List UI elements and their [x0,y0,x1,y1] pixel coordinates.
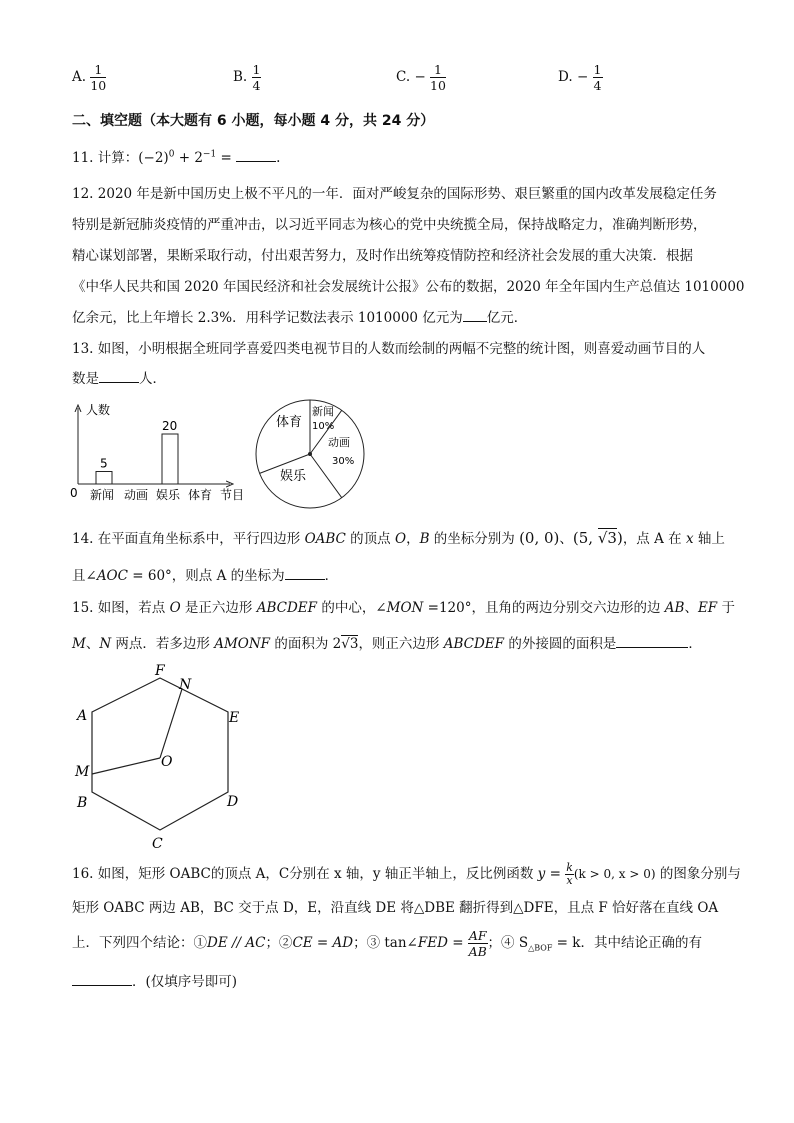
label-e: E [229,710,240,726]
denominator: x [566,874,573,887]
q14-text: = 60°，则点 A 的坐标为 [127,568,285,584]
answer-blank [463,321,487,322]
q16-line3 [72,926,702,966]
q15-point: N [99,636,112,652]
q11-eq: = [216,150,237,166]
answer-blank [72,985,132,986]
sqrt-radicand: √3 [341,636,359,652]
q15-shape: ABCDEF [443,636,505,652]
label-o: O [161,754,173,770]
q16-text: 上．下列四个结论：① [72,935,207,951]
q14-coord-b [573,528,623,547]
label-b: B [77,795,88,811]
denominator: AB [468,944,487,959]
slice-label: 娱乐 [280,469,307,484]
slice-label: 体育 [276,415,303,430]
q14-shape: OABC [304,531,346,547]
q16-text: ；③ tan∠ [353,935,418,951]
numerator: 1 [90,62,106,78]
q16-text: = [447,935,468,951]
fraction [468,928,488,959]
q15-text: 是正六边形 [180,600,257,616]
q12-line5 [72,308,527,328]
label-d: D [227,794,239,810]
q16-y: y [537,866,546,882]
q15-shape: AMONF [214,636,271,652]
fraction [430,62,446,93]
q15-text: ，则正六边形 [358,636,444,652]
slice-percent-label: 30% [332,456,355,467]
q15-text: 、 [684,600,698,616]
minus-sign: − [576,69,589,85]
q12-line1: 12. 2020 年是新中国历史上极不平凡的一年．面对严峻复杂的国际形势、艰巨繁重的国内改革发展稳定任务 [72,186,717,202]
q16-text: = k．其中结论正确的有 [552,935,702,951]
label-a: A [77,708,88,724]
answer-blank [616,647,688,648]
denominator: 10 [430,78,446,93]
option-label: B. [233,69,248,85]
q14-text: ，点 A 在 [622,531,686,547]
option-label: C. [396,69,411,85]
category-label: 新闻 [90,488,115,502]
slice-label: 新闻 [312,405,334,418]
bar [96,472,112,485]
q14-line2 [72,566,338,586]
label-n: N [179,677,192,693]
bar-data-label: 20 [162,419,178,433]
bar [162,434,178,484]
q14-text: 、 [559,531,573,547]
q15-text: 两点．若多边形 [111,636,215,652]
q14-coord-part: ) [616,529,623,547]
fraction [593,62,603,93]
bars-group [90,419,212,502]
option-label: A. [72,69,87,85]
q16-conclusion-1: DE // AC [207,935,266,951]
segment-on [160,689,182,758]
numerator: k [566,861,573,874]
q13-line2b: 人． [139,371,166,387]
label-f: F [155,663,165,679]
bar-chart [62,398,252,506]
category-label: 体育 [188,488,213,502]
fraction [565,862,574,887]
q12-line2: 特别是新冠肺炎疫情的严重冲击，以习近平同志为核心的党中央统揽全局，保持战略定力，准确判断形势， [72,217,707,233]
fraction [252,62,262,93]
label-m: M [75,764,90,780]
q11-expr-b: + 2 [174,150,203,166]
q16-angle: FED [417,935,448,951]
option-label: D. [558,69,573,85]
q12-line3: 精心谋划部署，果断采取行动，付出艰苦努力，及时作出统筹疫情防控和经济社会发展的重大决策．根据 [72,248,693,264]
q11-end: . [276,150,281,166]
pie-chart [250,398,372,512]
numerator: AF [468,928,487,943]
q15-edge: AB [664,600,685,616]
q14-text: ， [406,531,420,547]
q14-text: 且∠ [72,568,97,584]
q16-text: ；④ S [487,935,529,951]
q14-coord-part: (5, [572,529,598,547]
q16-text: ；② [265,935,293,951]
q12-line5b: 亿元． [486,310,528,326]
q12-line4: 《中华人民共和国 2020 年国民经济和社会发展统计公报》公布的数据，2020 年全年国内生产总值达 1010000 [72,279,745,295]
q14-coord-o: (0, 0) [519,529,560,547]
q15-point: M [72,636,86,652]
q16-conclusion-2: CE = AD [292,935,354,951]
q11-exp-a: 0 [168,149,175,160]
q16-line1 [72,860,741,888]
y-axis-label: 人数 [86,403,111,417]
denominator: 4 [252,78,261,93]
q15-text: 于 [717,600,735,616]
q14-point-o: O [394,531,407,547]
q14-text: ． [324,568,339,584]
q15-text: 15. 如图，若点 [72,600,170,616]
q15-text: 的面积为 2 [270,636,342,652]
q13-line2 [72,369,166,389]
q15-angle: MON [386,600,424,616]
q10-option-c [396,62,446,93]
q15-line1 [72,598,735,618]
segment-om [92,758,160,774]
q15-text: 的外接圆的面积是 [504,636,617,652]
q16-text: 16. 如图，矩形 OABC的顶点 A，C分别在 x 轴，y 轴正半轴上，反比例函数 [72,866,538,882]
origin-label: 0 [70,486,78,500]
hexagon-figure [70,660,250,856]
q11-prefix: 11. 计算： [72,150,139,166]
q10-option-a [72,62,106,93]
label-c: C [152,836,163,852]
q14-text: 轴上 [693,531,725,547]
answer-blank [236,161,276,162]
q16-condition: (k > 0, x > 0) [573,867,656,881]
q16-text: 的图象分别与 [655,866,741,882]
q15-point: O [169,600,181,616]
denominator: 10 [90,78,107,93]
q11-exp-b: −1 [202,149,217,160]
numerator: 1 [430,62,446,78]
q14-line1 [72,528,725,549]
q16-line2: 矩形 OABC 两边 AB，BC 交于点 D，E，沿直线 DE 将△DBE 翻折得到△DFE，且点 F 恰好落在直线 OA [72,900,719,916]
q14-angle: AOC [96,568,128,584]
fraction [90,62,106,93]
q14-point-b: B [419,531,430,547]
q16-text: = [545,866,566,882]
q15-text: =120°，且角的两边分别交六边形的边 [423,600,665,616]
q15-text: ． [688,636,702,652]
answer-blank [285,579,325,580]
q10-option-b [233,62,261,93]
question-11 [72,146,280,166]
q16-text: ．(仅填序号即可) [132,974,238,990]
q14-coord-part: 3 [607,529,617,547]
q15-shape: ABCDEF [256,600,318,616]
pie-center [308,452,312,456]
section-title: 二、填空题（本大题有 6 小题，每小题 4 分，共 24 分） [72,113,435,129]
denominator: 4 [593,78,602,93]
category-label: 动画 [124,488,149,502]
q13-line2a: 数是 [72,371,99,387]
numerator: 1 [593,62,602,77]
q11-expr-a: (−2) [138,150,169,166]
slice-label: 动画 [328,436,350,449]
q12-line5a: 亿余元，比上年增长 2.3%．用科学记数法表示 1010000 亿元为 [72,310,463,326]
q15-text: 、 [85,636,100,652]
q14-text: 14. 在平面直角坐标系中，平行四边形 [72,531,305,547]
x-axis-label: 节目 [220,488,245,502]
q13-line1: 13. 如图，小明根据全班同学喜爱四类电视节目的人数而绘制的两幅不完整的统计图，则喜爱动画节目的人 [72,341,706,357]
q15-edge: EF [697,600,718,616]
q16-line4 [72,972,237,992]
q16-subscript: △BOF [528,943,553,953]
pie-group [256,400,364,508]
q14-x: x [685,531,694,547]
hexagon-outline [92,678,228,830]
numerator: 1 [252,62,261,77]
q15-text: 的中心，∠ [317,600,387,616]
q10-option-d [558,62,603,93]
q15-line2 [72,634,702,654]
answer-blank [99,382,139,383]
q14-text: 的坐标分别为 [429,531,520,547]
slice-percent-label: 10% [312,421,335,432]
q15-root: 3 [349,636,359,652]
q14-text: 的顶点 [345,531,395,547]
category-label: 娱乐 [156,488,181,502]
sqrt-radicand: √3 [597,529,617,547]
bar-data-label: 5 [100,456,108,471]
minus-sign: − [414,69,426,85]
